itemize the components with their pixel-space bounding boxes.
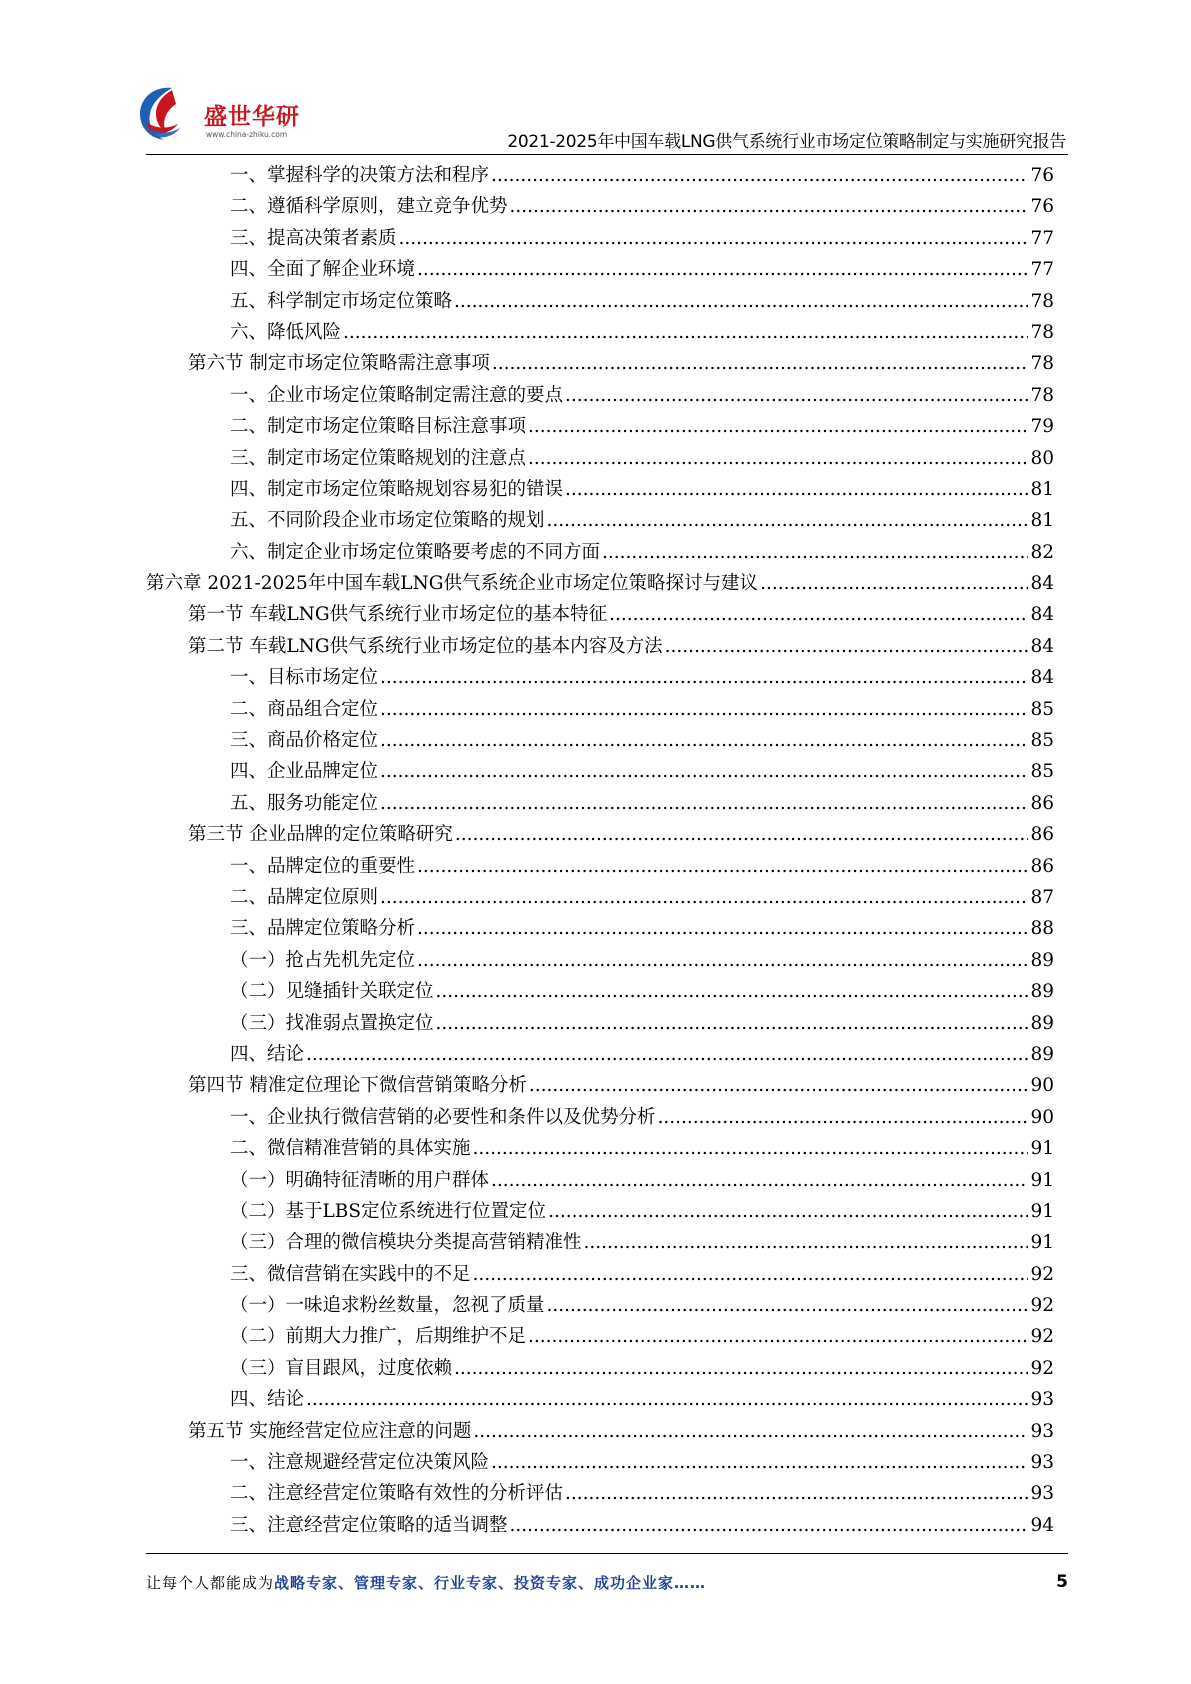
toc-entry-label: （三）找准弱点置换定位 bbox=[230, 1012, 434, 1034]
toc-entry-page: 79 bbox=[1030, 416, 1054, 438]
toc-entry-label: 六、降低风险 bbox=[230, 321, 342, 343]
toc-entry[interactable] bbox=[146, 1416, 1054, 1447]
toc-entry-label: 六、制定企业市场定位策略要考虑的不同方面 bbox=[230, 541, 601, 563]
toc-entry[interactable] bbox=[146, 1447, 1054, 1478]
toc-entry-page: 84 bbox=[1030, 635, 1054, 657]
toc-entry-page: 92 bbox=[1030, 1326, 1054, 1348]
toc-entry-page: 86 bbox=[1030, 824, 1054, 846]
page-footer bbox=[146, 1572, 1068, 1596]
toc-entry-label: 一、品牌定位的重要性 bbox=[230, 855, 416, 877]
toc-entry[interactable] bbox=[146, 945, 1054, 976]
toc-entry-label: 二、遵循科学原则，建立竞争优势 bbox=[230, 196, 508, 218]
toc-entry[interactable] bbox=[146, 254, 1054, 285]
toc-entry[interactable] bbox=[146, 223, 1054, 254]
toc-dot-leader bbox=[665, 631, 1029, 662]
toc-entry-page: 85 bbox=[1030, 761, 1054, 783]
toc-entry[interactable] bbox=[146, 474, 1054, 505]
toc-entry-label: 第六节 制定市场定位策略需注意事项 bbox=[188, 353, 490, 375]
toc-entry-page: 91 bbox=[1030, 1232, 1054, 1254]
toc-entry-label: （二）见缝插针关联定位 bbox=[230, 981, 434, 1003]
toc-dot-leader bbox=[380, 788, 1028, 819]
toc-dot-leader bbox=[760, 568, 1028, 599]
toc-entry[interactable] bbox=[146, 913, 1054, 944]
toc-entry-page: 93 bbox=[1030, 1389, 1054, 1411]
toc-dot-leader bbox=[528, 1321, 1028, 1352]
toc-entry[interactable] bbox=[146, 1478, 1054, 1509]
slogan-prefix: 让每个人都能成为 bbox=[146, 1574, 275, 1592]
toc-entry[interactable] bbox=[146, 662, 1054, 693]
toc-entry[interactable] bbox=[146, 1039, 1054, 1070]
toc-dot-leader bbox=[454, 1353, 1028, 1384]
toc-dot-leader bbox=[417, 254, 1028, 285]
toc-entry-page: 89 bbox=[1030, 981, 1054, 1003]
toc-entry-page: 81 bbox=[1030, 478, 1054, 500]
toc-entry-page: 93 bbox=[1030, 1420, 1054, 1442]
toc-entry-page: 78 bbox=[1030, 290, 1054, 312]
toc-dot-leader bbox=[306, 1384, 1028, 1415]
toc-entry-label: 五、服务功能定位 bbox=[230, 792, 379, 814]
toc-dot-leader bbox=[510, 1510, 1029, 1541]
toc-entry-page: 93 bbox=[1030, 1452, 1054, 1474]
toc-entry[interactable] bbox=[146, 851, 1054, 882]
toc-entry-label: 五、不同阶段企业市场定位策略的规划 bbox=[230, 510, 545, 532]
toc-dot-leader bbox=[473, 1259, 1029, 1290]
toc-dot-leader bbox=[510, 191, 1029, 222]
slogan-suffix: …… bbox=[674, 1574, 707, 1592]
toc-entry[interactable] bbox=[146, 725, 1054, 756]
toc-entry-page: 92 bbox=[1030, 1263, 1054, 1285]
toc-dot-leader bbox=[584, 1227, 1029, 1258]
slogan-highlight: 战略专家、管理专家、行业专家、投资专家、成功企业家 bbox=[274, 1574, 675, 1592]
toc-entry-page: 89 bbox=[1030, 1012, 1054, 1034]
logo-swoosh-icon bbox=[132, 82, 196, 146]
toc-entry-page: 89 bbox=[1030, 949, 1054, 971]
toc-dot-leader bbox=[380, 725, 1028, 756]
toc-entry-page: 91 bbox=[1030, 1138, 1054, 1160]
toc-dot-leader bbox=[380, 756, 1028, 787]
toc-entry-page: 90 bbox=[1030, 1075, 1054, 1097]
toc-entry-label: 四、制定市场定位策略规划容易犯的错误 bbox=[230, 478, 564, 500]
toc-entry-page: 93 bbox=[1030, 1483, 1054, 1505]
toc-dot-leader bbox=[528, 411, 1028, 442]
toc-entry[interactable] bbox=[146, 1290, 1054, 1321]
toc-entry-label: （一）抢占先机先定位 bbox=[230, 949, 416, 971]
toc-entry-label: 二、制定市场定位策略目标注意事项 bbox=[230, 416, 527, 438]
toc-entry-page: 77 bbox=[1030, 227, 1054, 249]
toc-entry[interactable] bbox=[146, 631, 1054, 662]
toc-entry[interactable] bbox=[146, 317, 1054, 348]
toc-dot-leader bbox=[417, 945, 1028, 976]
toc-dot-leader bbox=[548, 1196, 1028, 1227]
toc-entry-label: 三、微信营销在实践中的不足 bbox=[230, 1263, 471, 1285]
table-of-contents bbox=[146, 160, 1054, 1541]
toc-entry-label: 二、注意经营定位策略有效性的分析评估 bbox=[230, 1483, 564, 1505]
toc-entry[interactable] bbox=[146, 1321, 1054, 1352]
toc-dot-leader bbox=[492, 348, 1029, 379]
toc-entry-page: 88 bbox=[1030, 918, 1054, 940]
toc-entry-label: 第六章 2021-2025年中国车载LNG供气系统企业市场定位策略探讨与建议 bbox=[146, 573, 759, 595]
toc-dot-leader bbox=[454, 286, 1028, 317]
toc-entry-page: 84 bbox=[1030, 604, 1054, 626]
toc-entry-label: 一、掌握科学的决策方法和程序 bbox=[230, 165, 490, 186]
toc-entry-page: 84 bbox=[1030, 667, 1054, 689]
toc-entry-label: （二）基于LBS定位系统进行位置定位 bbox=[230, 1200, 547, 1222]
toc-entry-page: 90 bbox=[1030, 1106, 1054, 1128]
toc-entry[interactable] bbox=[146, 1384, 1054, 1415]
toc-entry-label: 四、全面了解企业环境 bbox=[230, 259, 416, 281]
toc-dot-leader bbox=[436, 1008, 1029, 1039]
toc-entry-page: 91 bbox=[1030, 1200, 1054, 1222]
toc-entry-page: 84 bbox=[1030, 573, 1054, 595]
toc-entry-page: 85 bbox=[1030, 698, 1054, 720]
toc-entry[interactable] bbox=[146, 756, 1054, 787]
toc-dot-leader bbox=[602, 537, 1028, 568]
toc-entry-page: 78 bbox=[1030, 384, 1054, 406]
toc-entry[interactable] bbox=[146, 286, 1054, 317]
toc-entry-page: 76 bbox=[1030, 165, 1054, 186]
toc-entry-label: 一、注意规避经营定位决策风险 bbox=[230, 1452, 490, 1474]
toc-dot-leader bbox=[417, 851, 1028, 882]
toc-entry-page: 87 bbox=[1030, 886, 1054, 908]
toc-dot-leader bbox=[529, 1070, 1029, 1101]
toc-dot-leader bbox=[417, 913, 1028, 944]
toc-entry[interactable] bbox=[146, 1353, 1054, 1384]
toc-entry-page: 78 bbox=[1030, 321, 1054, 343]
toc-entry-label: 一、企业市场定位策略制定需注意的要点 bbox=[230, 384, 564, 406]
toc-entry[interactable] bbox=[146, 411, 1054, 442]
toc-entry-label: 三、品牌定位策略分析 bbox=[230, 918, 416, 940]
report-title: 2021-2025年中国车载LNG供气系统行业市场定位策略制定与实施研究报告 bbox=[507, 132, 1066, 152]
toc-dot-leader bbox=[473, 1416, 1028, 1447]
toc-dot-leader bbox=[380, 662, 1028, 693]
toc-dot-leader bbox=[658, 1102, 1029, 1133]
toc-entry-page: 91 bbox=[1030, 1169, 1054, 1191]
toc-entry[interactable] bbox=[146, 443, 1054, 474]
toc-entry-label: 第四节 精准定位理论下微信营销策略分析 bbox=[188, 1075, 527, 1097]
toc-entry-label: 一、企业执行微信营销的必要性和条件以及优势分析 bbox=[230, 1106, 656, 1128]
toc-entry[interactable] bbox=[146, 1165, 1054, 1196]
toc-dot-leader bbox=[380, 882, 1028, 913]
toc-dot-leader bbox=[609, 599, 1028, 630]
toc-entry[interactable] bbox=[146, 568, 1054, 599]
toc-dot-leader bbox=[436, 976, 1029, 1007]
toc-entry[interactable] bbox=[146, 191, 1054, 222]
toc-entry-page: 92 bbox=[1030, 1295, 1054, 1317]
toc-entry-page: 86 bbox=[1030, 855, 1054, 877]
page-number: 5 bbox=[1056, 1572, 1068, 1592]
toc-entry-page: 89 bbox=[1030, 1043, 1054, 1065]
toc-entry-label: 三、商品价格定位 bbox=[230, 730, 379, 752]
toc-entry[interactable] bbox=[146, 599, 1054, 630]
toc-entry-label: 二、商品组合定位 bbox=[230, 698, 379, 720]
toc-entry-label: 一、目标市场定位 bbox=[230, 667, 379, 689]
toc-entry-page: 76 bbox=[1030, 196, 1054, 218]
toc-entry[interactable] bbox=[146, 1510, 1054, 1541]
toc-entry-page: 81 bbox=[1030, 510, 1054, 532]
toc-dot-leader bbox=[565, 474, 1028, 505]
toc-entry[interactable] bbox=[146, 160, 1054, 191]
toc-entry-label: 二、品牌定位原则 bbox=[230, 886, 379, 908]
logo-url: www.china-zhiku.com bbox=[206, 130, 288, 139]
toc-entry-label: 四、企业品牌定位 bbox=[230, 761, 379, 783]
toc-entry-label: （二）前期大力推广，后期维护不足 bbox=[230, 1326, 527, 1348]
toc-entry-page: 92 bbox=[1030, 1357, 1054, 1379]
toc-entry[interactable] bbox=[146, 819, 1054, 850]
toc-dot-leader bbox=[565, 1478, 1028, 1509]
toc-entry-label: 三、制定市场定位策略规划的注意点 bbox=[230, 447, 527, 469]
toc-entry[interactable] bbox=[146, 788, 1054, 819]
toc-entry[interactable] bbox=[146, 882, 1054, 913]
toc-entry-label: 第五节 实施经营定位应注意的问题 bbox=[188, 1420, 472, 1442]
toc-entry[interactable] bbox=[146, 348, 1054, 379]
toc-entry-label: （一）明确特征清晰的用户群体 bbox=[230, 1169, 490, 1191]
company-logo bbox=[140, 82, 340, 152]
toc-entry-label: 四、结论 bbox=[230, 1043, 305, 1065]
toc-entry[interactable] bbox=[146, 1259, 1054, 1290]
toc-entry-page: 80 bbox=[1030, 447, 1054, 469]
toc-dot-leader bbox=[399, 223, 1029, 254]
toc-dot-leader bbox=[547, 1290, 1029, 1321]
toc-entry-label: 四、结论 bbox=[230, 1389, 305, 1411]
toc-entry-page: 77 bbox=[1030, 259, 1054, 281]
toc-entry[interactable] bbox=[146, 537, 1054, 568]
toc-entry-label: 第二节 车载LNG供气系统行业市场定位的基本内容及方法 bbox=[188, 635, 663, 657]
toc-dot-leader bbox=[455, 819, 1029, 850]
toc-entry-label: 三、注意经营定位策略的适当调整 bbox=[230, 1514, 508, 1536]
header-divider bbox=[146, 154, 1068, 155]
toc-entry[interactable] bbox=[146, 694, 1054, 725]
toc-dot-leader bbox=[380, 694, 1028, 725]
footer-slogan bbox=[146, 1572, 706, 1593]
toc-entry[interactable] bbox=[146, 380, 1054, 411]
toc-entry[interactable] bbox=[146, 976, 1054, 1007]
toc-entry-label: 第三节 企业品牌的定位策略研究 bbox=[188, 824, 453, 846]
toc-entry[interactable] bbox=[146, 1008, 1054, 1039]
toc-dot-leader bbox=[528, 443, 1028, 474]
toc-entry[interactable] bbox=[146, 1196, 1054, 1227]
toc-dot-leader bbox=[491, 1165, 1028, 1196]
toc-entry[interactable] bbox=[146, 505, 1054, 536]
toc-dot-leader bbox=[343, 317, 1028, 348]
toc-entry[interactable] bbox=[146, 1070, 1054, 1101]
toc-entry-label: 三、提高决策者素质 bbox=[230, 227, 397, 249]
toc-entry-page: 78 bbox=[1030, 353, 1054, 375]
toc-entry-label: 五、科学制定市场定位策略 bbox=[230, 290, 453, 312]
footer-divider bbox=[146, 1553, 1068, 1554]
toc-entry-label: 第一节 车载LNG供气系统行业市场定位的基本特征 bbox=[188, 604, 608, 626]
page-header bbox=[0, 0, 1191, 160]
toc-entry-page: 86 bbox=[1030, 792, 1054, 814]
toc-entry[interactable] bbox=[146, 1227, 1054, 1258]
toc-entry-page: 82 bbox=[1030, 541, 1054, 563]
toc-dot-leader bbox=[306, 1039, 1028, 1070]
toc-dot-leader bbox=[565, 380, 1028, 411]
toc-dot-leader bbox=[473, 1133, 1029, 1164]
toc-entry-label: （三）合理的微信模块分类提高营销精准性 bbox=[230, 1232, 582, 1254]
toc-entry-label: 二、微信精准营销的具体实施 bbox=[230, 1138, 471, 1160]
toc-dot-leader bbox=[491, 1447, 1028, 1478]
toc-entry[interactable] bbox=[146, 1133, 1054, 1164]
toc-entry[interactable] bbox=[146, 1102, 1054, 1133]
toc-entry-label: （三）盲目跟风，过度依赖 bbox=[230, 1357, 453, 1379]
logo-text: 盛世华研 bbox=[204, 104, 300, 130]
toc-dot-leader bbox=[547, 505, 1029, 536]
toc-dot-leader bbox=[491, 160, 1028, 191]
toc-entry-label: （一）一味追求粉丝数量，忽视了质量 bbox=[230, 1295, 545, 1317]
toc-entry-page: 85 bbox=[1030, 730, 1054, 752]
toc-entry-page: 94 bbox=[1030, 1514, 1054, 1536]
